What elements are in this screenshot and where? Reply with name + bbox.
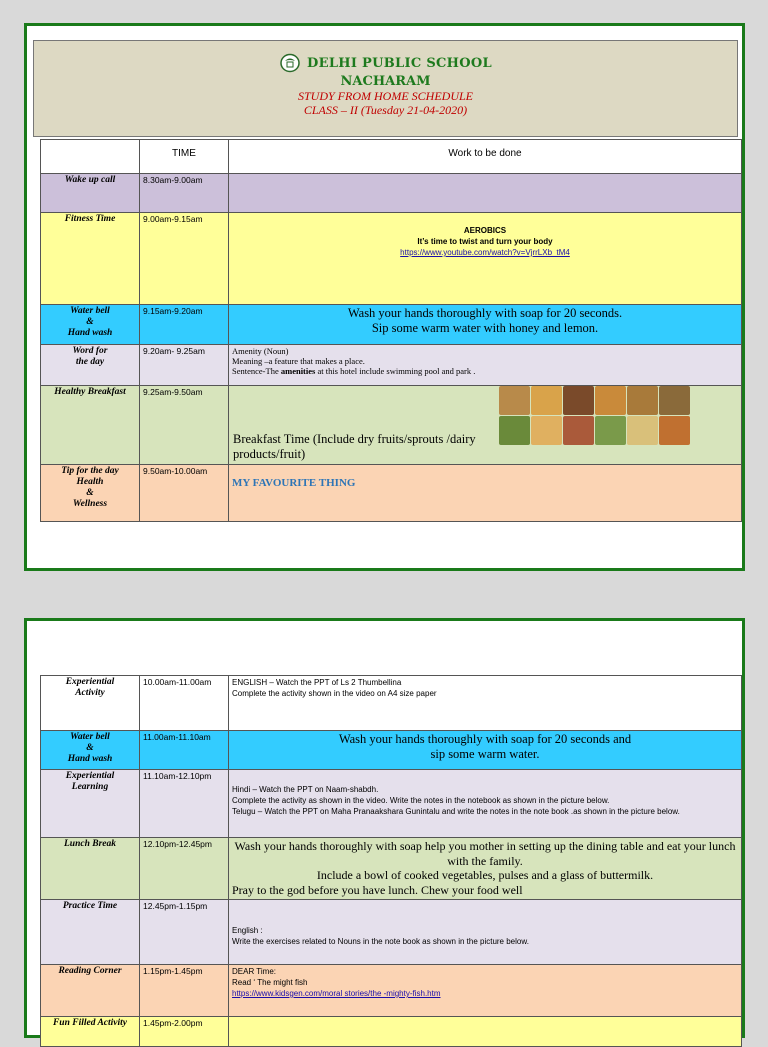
sentence-text: Sentence-The bbox=[232, 366, 281, 376]
time-cell: 8.30am-9.00am bbox=[140, 174, 229, 213]
activity-line: Experiential bbox=[65, 677, 115, 687]
table-row bbox=[41, 213, 742, 305]
word-of-day: Amenity (Noun) bbox=[232, 346, 289, 356]
time-cell: 9.50am-10.00am bbox=[140, 465, 229, 522]
time-cell: 9.00am-9.15am bbox=[140, 213, 229, 305]
table-row bbox=[41, 305, 742, 345]
schedule-table-1 bbox=[40, 139, 742, 522]
time-cell: 9.15am-9.20am bbox=[140, 305, 229, 345]
activity-cell: Practice Time bbox=[41, 900, 140, 965]
activity-header bbox=[41, 140, 140, 174]
lunch-line: Pray to the god before you have lunch. Chew your food well bbox=[232, 882, 523, 897]
activity-line: Health bbox=[76, 477, 104, 487]
activity-cell: Lunch Break bbox=[41, 838, 140, 900]
activity-cell bbox=[41, 676, 140, 731]
time-cell: 12.45pm-1.15pm bbox=[140, 900, 229, 965]
table-row bbox=[41, 770, 742, 838]
schedule-table-2 bbox=[40, 675, 742, 1047]
work-line: Telugu – Watch the PPT on Maha Pranaakshara Gunintalu and write the notes in the note book .as shown in the picture below. bbox=[232, 807, 680, 816]
schedule-page-2 bbox=[24, 618, 745, 1038]
activity-cell bbox=[41, 731, 140, 770]
breakfast-text: Breakfast Time (Include dry fruits/sprouts /dairy products/fruit) bbox=[233, 432, 476, 461]
activity-cell bbox=[41, 465, 140, 522]
time-cell: 1.45pm-2.00pm bbox=[140, 1017, 229, 1047]
table-row bbox=[41, 838, 742, 900]
time-cell: 11.00am-11.10am bbox=[140, 731, 229, 770]
class-line: CLASS – II (Tuesday 21-04-2020) bbox=[303, 103, 468, 117]
activity-line: Water bell bbox=[70, 306, 110, 316]
activity-line: Word for bbox=[72, 346, 108, 356]
activity-cell bbox=[41, 345, 140, 386]
schedule-header bbox=[33, 40, 738, 137]
story-link[interactable]: https://www.kidsgen.com/moral stories/the -mighty-fish.htm bbox=[232, 989, 441, 998]
work-cell bbox=[229, 770, 742, 838]
work-cell bbox=[229, 386, 742, 465]
sentence-word: amenities bbox=[280, 366, 316, 376]
breakfast-food-image bbox=[499, 386, 690, 445]
school-emblem-icon bbox=[279, 53, 301, 73]
campus-name: NACHARAM bbox=[340, 74, 431, 89]
time-cell: 10.00am-11.00am bbox=[140, 676, 229, 731]
activity-line: Water bell bbox=[70, 732, 110, 742]
activity-cell: Wake up call bbox=[41, 174, 140, 213]
work-line: Complete the activity shown in the video on A4 size paper bbox=[232, 689, 437, 698]
work-cell bbox=[229, 731, 742, 770]
work-cell bbox=[229, 213, 742, 305]
lunch-line: Include a bowl of cooked vegetables, pulses and a glass of buttermilk. bbox=[316, 868, 654, 882]
time-cell: 11.10am-12.10pm bbox=[140, 770, 229, 838]
work-cell bbox=[229, 305, 742, 345]
table-header-row bbox=[41, 140, 742, 174]
work-cell bbox=[229, 345, 742, 386]
activity-line: Wellness bbox=[72, 499, 108, 509]
work-cell bbox=[229, 465, 742, 522]
work-cell bbox=[229, 1017, 742, 1047]
activity-cell: Fitness Time bbox=[41, 213, 140, 305]
work-header: Work to be done bbox=[229, 140, 742, 174]
time-cell: 9.20am- 9.25am bbox=[140, 345, 229, 386]
table-row bbox=[41, 386, 742, 465]
work-line: Hindi – Watch the PPT on Naam-shabdh. bbox=[232, 785, 379, 794]
activity-line: & bbox=[86, 743, 94, 753]
time-cell: 12.10pm-12.45pm bbox=[140, 838, 229, 900]
activity-line: Experiential bbox=[65, 771, 115, 781]
activity-line: & bbox=[86, 317, 94, 327]
work-cell bbox=[229, 676, 742, 731]
time-cell: 9.25am-9.50am bbox=[140, 386, 229, 465]
school-name: DELHI PUBLIC SCHOOL bbox=[307, 55, 492, 71]
activity-line: the day bbox=[75, 357, 105, 367]
aerobics-heading: AEROBICS bbox=[463, 226, 507, 235]
table-row bbox=[41, 174, 742, 213]
table-row bbox=[41, 900, 742, 965]
activity-line: & bbox=[86, 488, 94, 498]
activity-line: Tip for the day bbox=[61, 466, 119, 476]
tip-text: MY FAVOURITE THING bbox=[232, 477, 356, 489]
sentence-text: at this hotel include swimming pool and park . bbox=[315, 366, 476, 376]
handwash-line: Wash your hands thoroughly with soap for 20 seconds. bbox=[347, 306, 623, 320]
word-meaning: Meaning –a feature that makes a place. bbox=[232, 356, 365, 366]
word-sentence bbox=[232, 366, 738, 376]
work-cell bbox=[229, 965, 742, 1017]
work-line: English : bbox=[232, 926, 263, 935]
activity-cell bbox=[41, 770, 140, 838]
work-cell bbox=[229, 900, 742, 965]
work-cell bbox=[229, 174, 742, 213]
activity-cell: Reading Corner bbox=[41, 965, 140, 1017]
time-cell: 1.15pm-1.45pm bbox=[140, 965, 229, 1017]
handwash-line: Wash your hands thoroughly with soap for 20 seconds and bbox=[338, 732, 632, 746]
aerobics-video-link[interactable]: https://www.youtube.com/watch?v=VjrrLXb_tM4 bbox=[400, 248, 570, 257]
time-header: TIME bbox=[140, 140, 229, 174]
activity-line: Hand wash bbox=[67, 754, 113, 764]
water-line: Sip some warm water with honey and lemon. bbox=[371, 321, 599, 335]
activity-line: Hand wash bbox=[67, 328, 113, 338]
table-row bbox=[41, 345, 742, 386]
table-row bbox=[41, 676, 742, 731]
schedule-page-1 bbox=[24, 23, 745, 571]
water-line: sip some warm water. bbox=[430, 747, 540, 761]
aerobics-line: It’s time to twist and turn your body bbox=[417, 237, 553, 246]
activity-cell bbox=[41, 305, 140, 345]
activity-line: Activity bbox=[75, 688, 105, 698]
work-line: Read ‘ The might fish bbox=[232, 978, 308, 987]
lunch-line: Wash your hands thoroughly with soap help you mother in setting up the dining table and eat your lunch with the family. bbox=[234, 839, 736, 868]
table-row bbox=[41, 731, 742, 770]
work-line: DEAR Time: bbox=[232, 967, 277, 976]
table-row bbox=[41, 965, 742, 1017]
activity-line: Learning bbox=[71, 782, 109, 792]
table-row bbox=[41, 465, 742, 522]
work-line: Write the exercises related to Nouns in the note book as shown in the picture below. bbox=[232, 937, 529, 946]
activity-cell: Fun Filled Activity bbox=[41, 1017, 140, 1047]
schedule-title: STUDY FROM HOME SCHEDULE bbox=[298, 89, 473, 103]
work-cell bbox=[229, 838, 742, 900]
work-line: Complete the activity as shown in the video. Write the notes in the notebook as shown in the picture below. bbox=[232, 796, 610, 805]
table-row bbox=[41, 1017, 742, 1047]
work-line: ENGLISH – Watch the PPT of Ls 2 Thumbellina bbox=[232, 678, 402, 687]
activity-cell: Healthy Breakfast bbox=[41, 386, 140, 465]
